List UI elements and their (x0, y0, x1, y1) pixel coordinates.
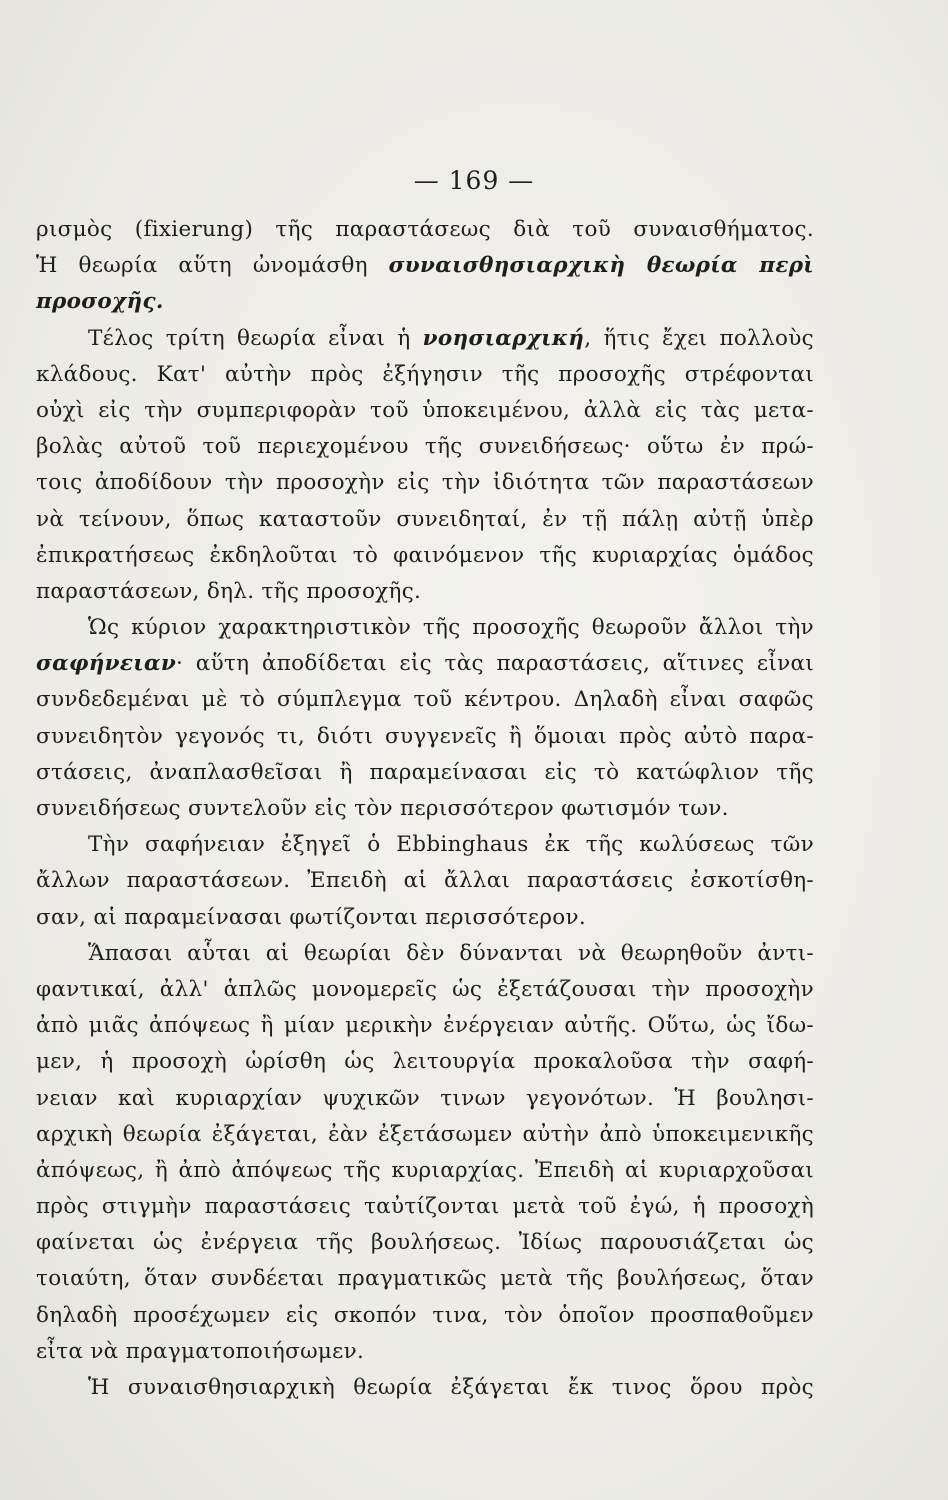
text-line: Ἡ θεωρία αὕτη ὠνομάσθη συναισθησιαρχικὴ θεωρία περὶ (36, 253, 814, 279)
text-line: Τέλος τρίτη θεωρία εἶναι ἡ νοησιαρχική, ἥτις ἔχει πολλοὺς (88, 325, 814, 351)
text-line: μεν, ἡ προσοχὴ ὡρίσθη ὡς λειτουργία προκαλοῦσα τὴν σαφή- (36, 1049, 814, 1075)
page-number: — 169 — (413, 166, 535, 195)
text-line: συνειδήσεως συντελοῦν εἰς τὸν περισσότερον φωτισμόν των. (36, 796, 729, 821)
text-line: στάσεις, ἀναπλασθεῖσαι ἢ παραμείνασαι εἰς τὸ κατώφλιον τῆς (36, 759, 814, 785)
text-line: βολὰς αὐτοῦ τοῦ περιεχομένου τῆς συνειδήσεως· οὕτω ἐν πρώ- (36, 434, 814, 460)
text-line: συνδεδεμέναι μὲ τὸ σύμπλεγμα τοῦ κέντρου. Δηλαδὴ εἶναι σαφῶς (36, 687, 814, 713)
text-line: ἀπόψεως, ἢ ἀπὸ ἀπόψεως τῆς κυριαρχίας. Ἐπειδὴ αἱ κυριαρχοῦσαι (36, 1157, 814, 1183)
text-line: φαίνεται ὡς ἐνέργεια τῆς βουλήσεως. Ἰδίως παρουσιάζεται ὡς (36, 1230, 814, 1256)
text-line: Τὴν σαφήνειαν ἐξηγεῖ ὁ Ebbinghaus ἐκ τῆς κωλύσεως τῶν (88, 832, 814, 858)
text-line: οὐχὶ εἰς τὴν συμπεριφορὰν τοῦ ὑποκειμένου, ἀλλὰ εἰς τὰς μετα- (36, 397, 814, 423)
text-line: προσοχῆς. (36, 289, 164, 315)
text-line: τοις ἀποδίδουν τὴν προσοχὴν εἰς τὴν ἰδιότητα τῶν παραστάσεων (36, 470, 814, 496)
text-line: νειαν καὶ κυριαρχίαν ψυχικῶν τινων γεγονότων. Ἡ βουλησι- (36, 1085, 814, 1111)
text-line: ἄλλων παραστάσεων. Ἐπειδὴ αἱ ἄλλαι παραστάσεις ἐσκοτίσθη- (36, 868, 814, 894)
text-line: κλάδους. Κατ' αὐτὴν πρὸς ἐξήγησιν τῆς προσοχῆς στρέφονται (36, 361, 814, 387)
text-line: σαφήνειαν· αὕτη ἀποδίδεται εἰς τὰς παραστάσεις, αἵτινες εἶναι (36, 651, 814, 677)
text-line: φαντικαί, ἀλλ' ἁπλῶς μονομερεῖς ὡς ἐξετάζουσαι τὴν προσοχὴν (36, 976, 814, 1002)
text-line: ἀπὸ μιᾶς ἀπόψεως ἢ μίαν μερικὴν ἐνέργειαν αὐτῆς. Οὕτω, ὡς ἴδω- (36, 1013, 814, 1039)
text-line: πρὸς στιγμὴν παραστάσεις ταὐτίζονται μετὰ τοῦ ἐγώ, ἡ προσοχὴ (36, 1194, 814, 1220)
text-line: Ἅπασαι αὗται αἱ θεωρίαι δὲν δύνανται νὰ θεωρηθοῦν ἀντι- (88, 940, 814, 966)
text-line: δηλαδὴ προσέχωμεν εἰς σκοπόν τινα, τὸν ὁποῖον προσπαθοῦμεν (36, 1302, 814, 1328)
text-line: ρισμὸς (fixierung) τῆς παραστάσεως διὰ τοῦ συναισθήματος. (36, 217, 814, 242)
text-line: συνειδητὸν γεγονός τι, διότι συγγενεῖς ἢ ὅμοιαι πρὸς αὐτὸ παρα- (36, 723, 814, 749)
text-line: τοιαύτη, ὅταν συνδέεται πραγματικῶς μετὰ τῆς βουλήσεως, ὅταν (36, 1266, 814, 1292)
text-line: σαν, αἱ παραμείνασαι φωτίζονται περισσότερον. (36, 904, 587, 930)
text-line: αρχικὴ θεωρία ἐξάγεται, ἐὰν ἐξετάσωμεν αὐτὴν ἀπὸ ὑποκειμενικῆς (36, 1121, 814, 1147)
text-line: Ὡς κύριον χαρακτηριστικὸν τῆς προσοχῆς θεωροῦν ἄλλοι τὴν (88, 615, 814, 641)
text-line: ἐπικρατήσεως ἐκδηλοῦται τὸ φαινόμενον τῆς κυριαρχίας ὁμάδος (36, 542, 814, 568)
text-line: εἶτα νὰ πραγματοποιήσωμεν. (36, 1338, 365, 1364)
body-text (36, 212, 814, 1406)
text-line: Ἡ συναισθησιαρχικὴ θεωρία ἐξάγεται ἔκ τινος ὅρου πρὸς (88, 1375, 814, 1400)
text-line: νὰ τείνουν, ὅπως καταστοῦν συνειδηταί, ἐν τῇ πάλῃ αὐτῇ ὑπὲρ (36, 506, 814, 532)
text-line: παραστάσεων, δηλ. τῆς προσοχῆς. (36, 578, 422, 604)
